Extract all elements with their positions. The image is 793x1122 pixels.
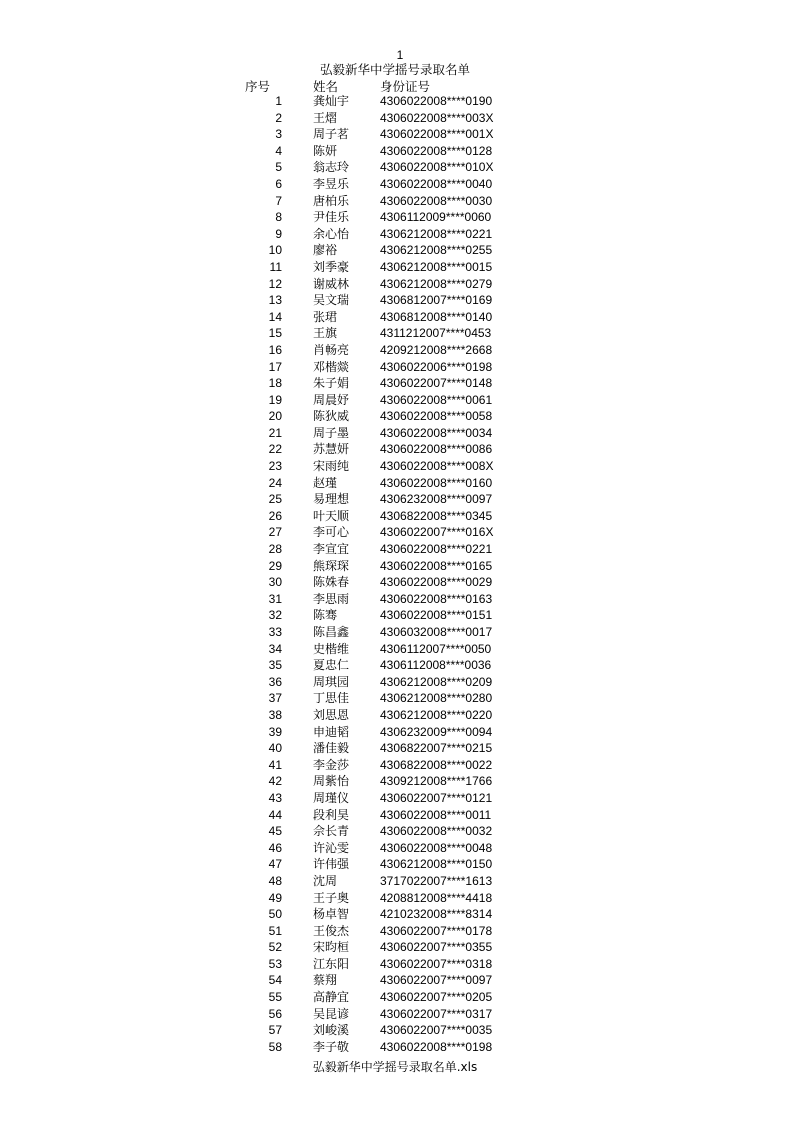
seq-cell: 48: [268, 873, 282, 888]
name-cell: 夏忠仁: [313, 658, 350, 673]
table-row: [0, 491, 793, 508]
id-cell: 4306822007****0215: [380, 741, 493, 756]
name-cell: 江东阳: [313, 956, 350, 971]
seq-cell: 38: [268, 707, 282, 722]
table-row: [0, 873, 793, 890]
name-cell: 王旗: [313, 326, 338, 341]
seq-cell: 39: [268, 724, 282, 739]
table-row: [0, 541, 793, 558]
name-cell: 王熠: [313, 110, 338, 125]
seq-cell: 27: [268, 525, 282, 540]
id-cell: 4306212008****0280: [380, 691, 493, 706]
table-row: [0, 226, 793, 243]
id-cell: 4306022008****0034: [380, 425, 493, 440]
name-cell: 段利昊: [313, 807, 350, 822]
table-row: [0, 143, 793, 160]
id-cell: 4306022008****0160: [380, 475, 493, 490]
seq-cell: 45: [268, 824, 282, 839]
table-row: [0, 159, 793, 176]
table-row: [0, 524, 793, 541]
seq-cell: 47: [268, 857, 282, 872]
id-cell: 4306022007****0097: [380, 973, 493, 988]
table-row: [0, 641, 793, 658]
id-cell: 4306022008****0058: [380, 409, 493, 424]
name-cell: 张珺: [313, 309, 338, 324]
seq-cell: 40: [268, 741, 282, 756]
table-row: [0, 392, 793, 409]
table-row: [0, 242, 793, 259]
seq-cell: 5: [275, 160, 282, 175]
seq-cell: 15: [268, 326, 282, 341]
id-cell: 4306212008****0209: [380, 674, 493, 689]
table-row: [0, 923, 793, 940]
seq-cell: 21: [268, 425, 282, 440]
table-row: [0, 1022, 793, 1039]
table-row: [0, 740, 793, 757]
seq-cell: 30: [268, 575, 282, 590]
name-cell: 王子奥: [313, 890, 350, 905]
table-row: [0, 674, 793, 691]
page-number: 1: [396, 48, 404, 62]
name-cell: 朱子娟: [313, 376, 350, 391]
table-row: [0, 425, 793, 442]
column-header-id: 身份证号: [380, 79, 431, 94]
file-name-footer: 弘毅新华中学摇号录取名单.xls: [312, 1060, 478, 1074]
column-header-seq: 序号: [245, 79, 271, 94]
table-row: [0, 807, 793, 824]
name-cell: 陈骞: [313, 608, 338, 623]
seq-cell: 36: [268, 674, 282, 689]
table-row: [0, 209, 793, 226]
table-row: [0, 508, 793, 525]
seq-cell: 54: [268, 973, 282, 988]
seq-cell: 24: [268, 475, 282, 490]
seq-cell: 2: [275, 110, 282, 125]
id-cell: 4306032008****0017: [380, 625, 493, 639]
id-cell: 4306022008****0128: [380, 143, 493, 158]
seq-cell: 43: [268, 790, 282, 805]
table-row: [0, 1006, 793, 1023]
seq-cell: 44: [268, 807, 282, 822]
id-cell: 4306022008****0029: [380, 575, 493, 590]
name-cell: 周紫怡: [313, 774, 350, 789]
name-cell: 肖畅亮: [313, 342, 350, 357]
seq-cell: 16: [268, 342, 282, 357]
table-row: [0, 359, 793, 376]
id-cell: 4306022008****0061: [380, 392, 493, 407]
seq-cell: 10: [268, 243, 282, 258]
name-cell: 陈妍: [313, 143, 338, 158]
table-row: [0, 574, 793, 591]
name-cell: 史楷维: [313, 641, 350, 656]
table-row: [0, 110, 793, 127]
id-cell: 4306022007****0205: [380, 990, 493, 1005]
table-row: [0, 840, 793, 857]
name-cell: 宋雨纯: [313, 459, 350, 474]
id-cell: 4306022008****0221: [380, 542, 493, 557]
table-row: [0, 325, 793, 342]
id-cell: 4311212007****0453: [380, 326, 492, 341]
seq-cell: 31: [268, 591, 282, 606]
id-cell: 4306022008****008X: [380, 459, 494, 474]
id-cell: 4306022008****0165: [380, 558, 493, 573]
seq-cell: 22: [268, 442, 282, 457]
table-row: [0, 259, 793, 276]
id-cell: 4306022008****0086: [380, 442, 493, 457]
seq-cell: 46: [268, 840, 282, 855]
name-cell: 杨卓智: [313, 907, 350, 922]
name-cell: 苏慧妍: [313, 442, 350, 457]
id-cell: 4306022008****010X: [380, 160, 494, 175]
seq-cell: 37: [268, 691, 282, 706]
name-cell: 熊琛琛: [313, 558, 350, 573]
table-row: [0, 475, 793, 492]
table-row: [0, 790, 793, 807]
table-row: [0, 890, 793, 907]
seq-cell: 18: [268, 376, 282, 391]
id-cell: 4306212008****0255: [380, 243, 493, 258]
table-row: [0, 375, 793, 392]
name-cell: 刘季豪: [313, 259, 350, 274]
name-cell: 唐柏乐: [313, 193, 350, 208]
id-cell: 4306022007****0355: [380, 940, 493, 955]
table-row: [0, 193, 793, 210]
seq-cell: 52: [268, 940, 282, 955]
table-row: [0, 657, 793, 674]
table-row: [0, 276, 793, 293]
seq-cell: 20: [268, 409, 282, 424]
id-cell: 4306022008****0040: [380, 176, 493, 191]
id-cell: 4306212008****0279: [380, 276, 493, 291]
seq-cell: 25: [268, 492, 282, 507]
id-cell: 3717022007****1613: [380, 873, 493, 888]
id-cell: 4306022008****0011: [380, 807, 492, 822]
name-cell: 李思雨: [313, 591, 350, 606]
id-cell: 4306022007****0178: [380, 923, 493, 938]
id-cell: 4306022007****0121: [380, 790, 493, 805]
id-cell: 4306112008****0036: [380, 658, 492, 673]
seq-cell: 28: [268, 542, 282, 557]
id-cell: 4306232008****0097: [380, 492, 493, 507]
table-row: [0, 757, 793, 774]
id-cell: 4306022008****0151: [380, 608, 493, 623]
name-cell: 王俊杰: [313, 923, 350, 938]
id-cell: 4306022008****003X: [380, 110, 494, 125]
seq-cell: 11: [269, 259, 282, 274]
table-row: [0, 856, 793, 873]
seq-cell: 6: [275, 176, 282, 191]
id-cell: 4306112007****0050: [380, 641, 492, 656]
table-row: [0, 773, 793, 790]
id-cell: 4306212008****0150: [380, 857, 493, 872]
name-cell: 尹佳乐: [313, 210, 350, 225]
id-cell: 4306212008****0220: [380, 707, 493, 722]
column-header-name: 姓名: [313, 79, 339, 94]
table-row: [0, 1039, 793, 1056]
table-row: [0, 342, 793, 359]
name-cell: 宋昀桓: [313, 940, 350, 955]
table-row: [0, 458, 793, 475]
name-cell: 邓楷燚: [313, 359, 350, 374]
table-row: [0, 309, 793, 326]
name-cell: 谢威林: [313, 276, 350, 291]
name-cell: 许沁雯: [313, 840, 350, 855]
seq-cell: 4: [275, 143, 282, 158]
name-cell: 李金莎: [313, 757, 350, 772]
table-row: [0, 93, 793, 110]
seq-cell: 32: [268, 608, 282, 623]
name-cell: 李昱乐: [313, 176, 350, 191]
table-row: [0, 972, 793, 989]
seq-cell: 13: [268, 293, 282, 308]
name-cell: 申迪韬: [313, 724, 350, 739]
seq-cell: 34: [268, 641, 282, 656]
id-cell: 4306022007****0035: [380, 1023, 493, 1038]
id-cell: 4306022008****0030: [380, 193, 493, 208]
table-row: [0, 690, 793, 707]
table-row: [0, 707, 793, 724]
seq-cell: 57: [268, 1023, 282, 1038]
name-cell: 赵瑾: [313, 475, 338, 490]
name-cell: 廖裕: [313, 243, 338, 258]
id-cell: 4306022007****0317: [380, 1006, 493, 1021]
id-cell: 4306022006****0198: [380, 359, 493, 374]
id-cell: 4306022008****0163: [380, 591, 493, 606]
id-cell: 4306812007****0169: [380, 293, 493, 308]
name-cell: 叶天顺: [313, 508, 350, 523]
table-row: [0, 906, 793, 923]
id-cell: 4210232008****8314: [380, 907, 493, 922]
table-row: [0, 126, 793, 143]
table-row: [0, 292, 793, 309]
seq-cell: 29: [268, 558, 282, 573]
name-cell: 易理想: [313, 492, 350, 507]
seq-cell: 56: [268, 1006, 282, 1021]
id-cell: 4306212008****0221: [380, 226, 493, 241]
name-cell: 陈狄威: [313, 409, 350, 424]
name-cell: 周子墨: [313, 425, 350, 440]
seq-cell: 14: [268, 309, 282, 324]
name-cell: 龚灿宇: [313, 94, 350, 108]
seq-cell: 12: [268, 276, 282, 291]
table-row: [0, 441, 793, 458]
id-cell: 4306822008****0022: [380, 757, 493, 772]
seq-cell: 41: [268, 757, 282, 772]
name-cell: 刘思恩: [313, 707, 350, 722]
id-cell: 4306022008****0048: [380, 840, 493, 855]
id-cell: 4208812008****4418: [380, 890, 493, 905]
table-row: [0, 591, 793, 608]
seq-cell: 51: [268, 923, 282, 938]
id-cell: 4306022007****0318: [380, 956, 493, 971]
seq-cell: 3: [275, 127, 282, 142]
page-title: 弘毅新华中学摇号录取名单: [319, 62, 470, 77]
id-cell: 4306822008****0345: [380, 508, 493, 523]
table-row: [0, 176, 793, 193]
seq-cell: 33: [268, 625, 282, 639]
admission-list: [0, 93, 793, 1055]
name-cell: 李宣宜: [313, 542, 350, 557]
id-cell: 4306022008****0198: [380, 1039, 493, 1054]
name-cell: 蔡翔: [313, 973, 338, 988]
seq-cell: 19: [268, 392, 282, 407]
seq-cell: 1: [275, 94, 282, 108]
table-row: [0, 939, 793, 956]
id-cell: 4309212008****1766: [380, 774, 493, 789]
seq-cell: 58: [268, 1039, 282, 1054]
seq-cell: 9: [275, 226, 282, 241]
name-cell: 潘佳毅: [313, 741, 350, 756]
name-cell: 刘峻溪: [313, 1023, 350, 1038]
seq-cell: 53: [268, 956, 282, 971]
seq-cell: 50: [268, 907, 282, 922]
id-cell: 4306022008****001X: [380, 127, 494, 142]
table-row: [0, 558, 793, 575]
table-row: [0, 823, 793, 840]
seq-cell: 26: [268, 508, 282, 523]
seq-cell: 42: [268, 774, 282, 789]
name-cell: 翁志玲: [313, 160, 350, 175]
name-cell: 李子敬: [313, 1039, 350, 1054]
name-cell: 陈昌鑫: [313, 625, 350, 639]
id-cell: 4306022008****0190: [380, 94, 493, 108]
name-cell: 李可心: [313, 525, 350, 540]
id-cell: 4209212008****2668: [380, 342, 493, 357]
name-cell: 周晨妤: [313, 392, 350, 407]
name-cell: 周琪园: [313, 674, 350, 689]
id-cell: 4306022007****0148: [380, 376, 493, 391]
seq-cell: 8: [275, 210, 282, 225]
name-cell: 丁思佳: [313, 691, 350, 706]
id-cell: 4306022007****016X: [380, 525, 494, 540]
name-cell: 吴昆谚: [313, 1006, 350, 1021]
name-cell: 高静宜: [313, 990, 350, 1005]
name-cell: 陈姝春: [313, 575, 350, 590]
table-row: [0, 408, 793, 425]
table-row: [0, 956, 793, 973]
name-cell: 沈周: [313, 873, 338, 888]
name-cell: 周子茗: [313, 127, 350, 142]
name-cell: 余心怡: [313, 226, 350, 241]
name-cell: 许伟强: [313, 857, 350, 872]
id-cell: 4306112009****0060: [380, 210, 492, 225]
seq-cell: 49: [268, 890, 282, 905]
table-row: [0, 724, 793, 741]
id-cell: 4306812008****0140: [380, 309, 493, 324]
seq-cell: 55: [268, 990, 282, 1005]
seq-cell: 23: [268, 459, 282, 474]
id-cell: 4306212008****0015: [380, 259, 493, 274]
name-cell: 周瑾仪: [313, 790, 350, 805]
table-row: [0, 624, 793, 641]
seq-cell: 35: [268, 658, 282, 673]
seq-cell: 17: [268, 359, 282, 374]
seq-cell: 7: [275, 193, 282, 208]
table-row: [0, 607, 793, 624]
table-row: [0, 989, 793, 1006]
id-cell: 4306232009****0094: [380, 724, 493, 739]
id-cell: 4306022008****0032: [380, 824, 493, 839]
name-cell: 吴文瑞: [313, 293, 350, 308]
name-cell: 佘长青: [313, 824, 350, 839]
